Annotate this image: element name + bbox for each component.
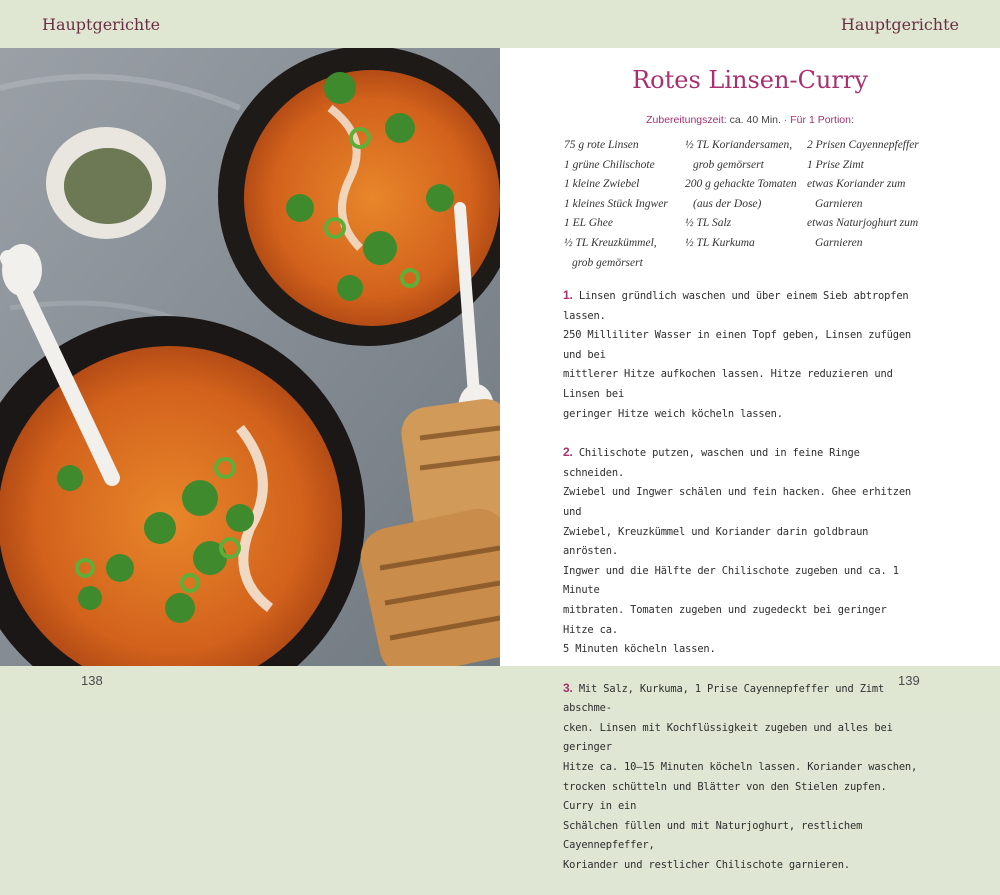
running-header-left: Hauptgerichte	[42, 15, 161, 34]
step-line: mitbraten. Tomaten zugeben und zugedeckt bei geringer Hitze ca.	[563, 603, 887, 636]
ingredient: 1 kleines Stück Ingwer	[564, 197, 668, 210]
step-line: trocken schütteln und Blätter von den Stielen zupfen. Curry in ein	[563, 780, 887, 813]
ingredient: 1 kleine Zwiebel	[564, 178, 640, 191]
prep-time: ca. 40 Min.	[729, 114, 781, 126]
instruction-step	[563, 286, 923, 424]
instruction-step	[563, 679, 923, 876]
instruction-step	[563, 443, 923, 660]
ingredients-column-2	[685, 136, 797, 254]
ingredient: Garnieren	[815, 236, 863, 249]
ingredient: 75 g rote Linsen	[564, 139, 639, 151]
step-line: cken. Linsen mit Kochflüssigkeit zugeben und alles bei geringer	[563, 721, 893, 754]
ingredient: grob gemörsert	[572, 256, 643, 269]
instructions	[563, 286, 923, 895]
step-line: Chilischote putzen, waschen und in feine Ringe schneiden.	[563, 447, 860, 479]
step-line: Linsen gründlich waschen und über einem Sieb abtropfen lassen.	[563, 290, 909, 322]
step-line: Koriander und restlicher Chilischote garnieren.	[563, 859, 850, 872]
ingredient: ½ TL Kurkuma	[685, 236, 755, 249]
step-line: Schälchen füllen und mit Naturjoghurt, restlichem Cayennepfeffer,	[563, 819, 863, 852]
running-header-right: Hauptgerichte	[840, 15, 959, 34]
ingredient: 200 g gehackte Tomaten	[685, 178, 797, 191]
ingredient: etwas Koriander zum	[807, 178, 906, 191]
prep-label: Zubereitungszeit:	[646, 114, 727, 126]
step-line: Zwiebel, Kreuzkümmel und Koriander darin goldbraun anrösten.	[563, 525, 869, 558]
step-line: Ingwer und die Hälfte der Chilischote zugeben und ca. 1 Minute	[563, 564, 899, 597]
step-number: 1.	[563, 288, 573, 302]
step-line: 5 Minuten köcheln lassen.	[563, 643, 716, 656]
step-line: Mit Salz, Kurkuma, 1 Prise Cayennepfeffer und Zimt abschme-	[563, 682, 885, 715]
ingredient: etwas Naturjoghurt zum	[807, 217, 919, 230]
page-number-right: 139	[898, 673, 920, 688]
ingredient: 2 Prisen Cayennepfeffer	[807, 139, 919, 151]
ingredient: ½ TL Salz	[685, 217, 732, 230]
step-line: Zwiebel und Ingwer schälen und fein hacken. Ghee erhitzen und	[563, 486, 912, 518]
ingredient: ½ TL Kreuzkümmel,	[564, 236, 657, 249]
step-line: geringer Hitze weich köcheln lassen.	[563, 407, 783, 420]
ingredients-column-1	[564, 136, 668, 273]
page-number-left: 138	[81, 673, 103, 688]
ingredient: Garnieren	[815, 197, 863, 210]
ingredient: grob gemörsert	[693, 158, 764, 171]
step-number: 2.	[563, 445, 573, 460]
step-line: 250 Milliliter Wasser in einen Topf geben, Linsen zufügen und bei	[563, 329, 912, 361]
curry-photo-illustration	[0, 48, 500, 666]
ingredients-column-3	[807, 136, 919, 254]
ingredient: 1 EL Ghee	[564, 217, 613, 230]
portion-info: · Für 1 Portion:	[783, 114, 854, 126]
prep-info	[500, 114, 1000, 126]
ingredient: ½ TL Koriandersamen,	[685, 139, 793, 151]
step-line: Hitze ca. 10–15 Minuten köcheln lassen. Koriander waschen,	[563, 761, 918, 774]
recipe-photo	[0, 48, 500, 666]
recipe-title: Rotes Linsen-Curry	[632, 66, 868, 94]
step-number: 3.	[563, 680, 573, 695]
ingredient: 1 Prise Zimt	[807, 158, 864, 171]
step-line: mittlerer Hitze aufkochen lassen. Hitze reduzieren und Linsen bei	[563, 368, 893, 400]
ingredient: (aus der Dose)	[693, 197, 762, 210]
ingredient: 1 grüne Chilischote	[564, 158, 655, 171]
